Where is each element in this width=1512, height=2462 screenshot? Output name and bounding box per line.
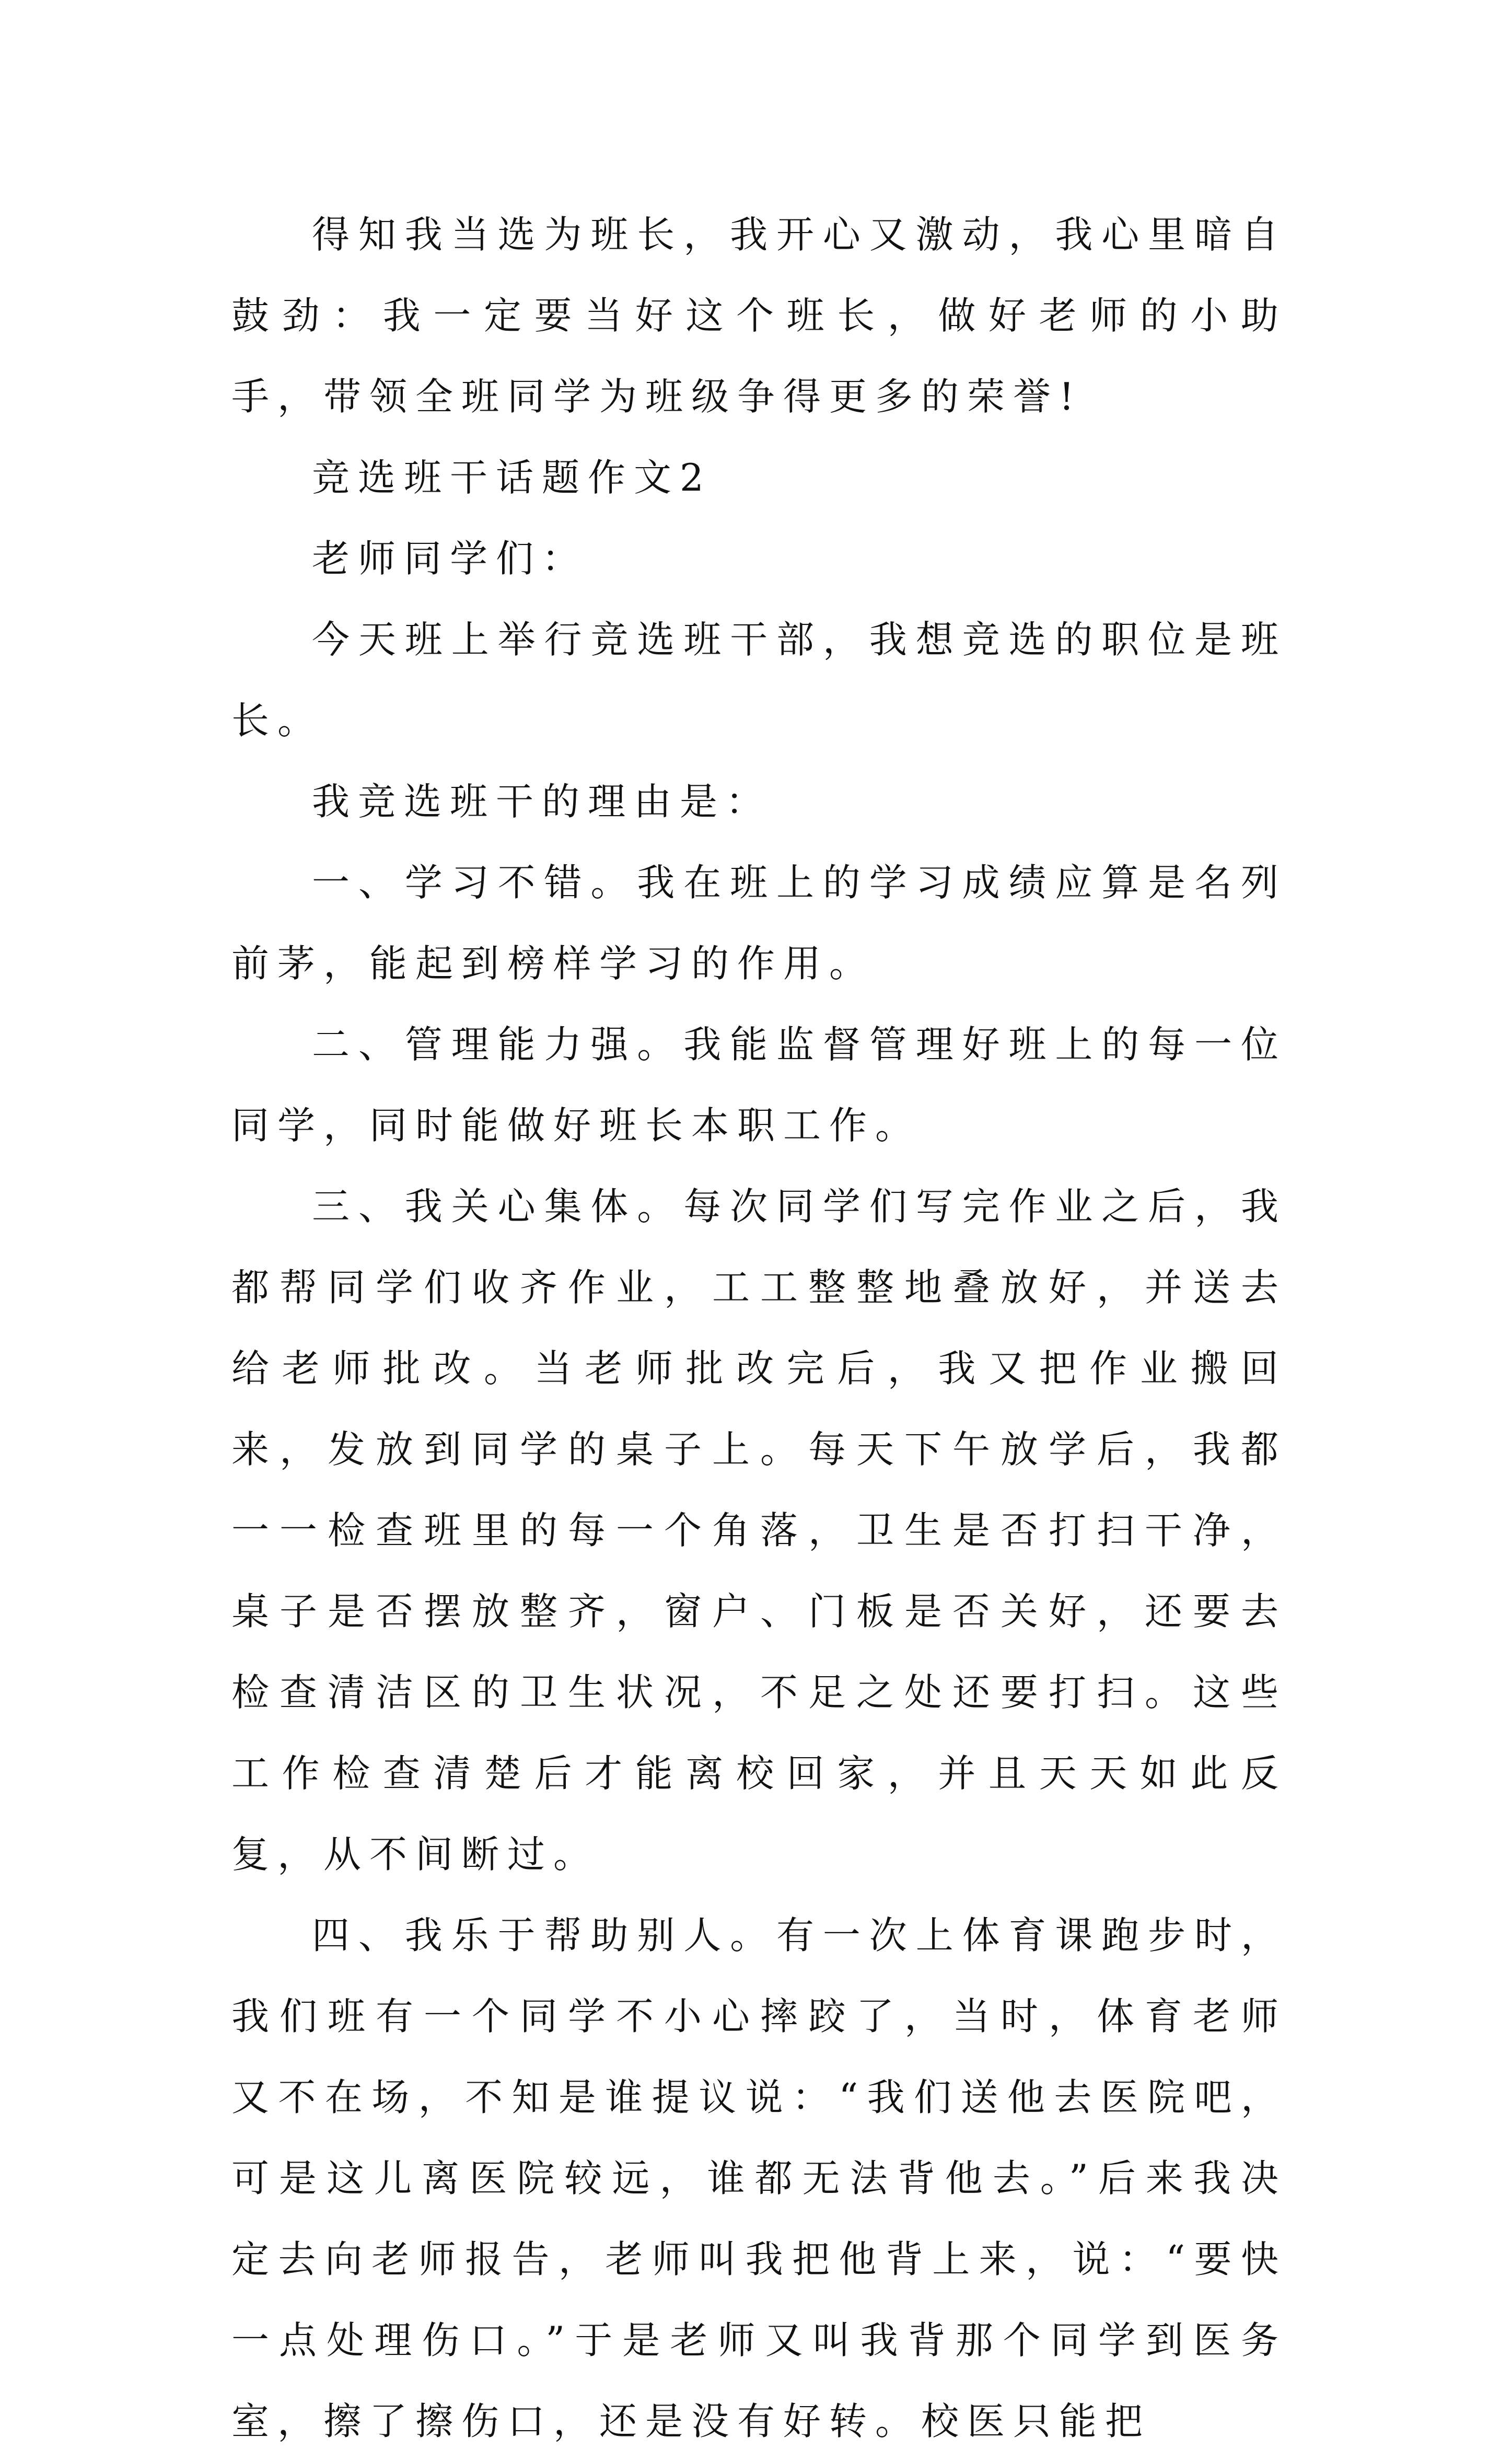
paragraph-1: 得知我当选为班长，我开心又激动，我心里暗自鼓劲：我一定要当好这个班长，做好老师的小助手，带领全班同学为班级争得更多的荣誉!: [231, 213, 1287, 419]
paragraph-reason-2: 二、管理能力强。我能监督管理好班上的每一位同学，同时能做好班长本职工作。: [231, 1023, 1287, 1147]
document-body: [231, 194, 1287, 2462]
section-heading: 竞选班干话题作文2: [312, 456, 712, 500]
paragraph-reason-1: 一、学习不错。我在班上的学习成绩应算是名列前茅，能起到榜样学习的作用。: [231, 861, 1287, 985]
paragraph-reasons-lead: 我竞选班干的理由是：: [312, 780, 772, 823]
paragraph-intro: 今天班上举行竞选班干部，我想竞选的职位是班长。: [231, 618, 1287, 742]
salutation: 老师同学们：: [312, 537, 588, 580]
paragraph-reason-3: 三、我关心集体。每次同学们写完作业之后，我都帮同学们收齐作业，工工整整地叠放好，并送去给老师批改。当老师批改完后，我又把作业搬回来，发放到同学的桌子上。每天下午放学后，我都一一检查班里的每一个角落，卫生是否打扫干净，桌子是否摆放整齐，窗户、门板是否关好，还要去检查清洁区的卫生状况，不足之处还要打扫。这些工作检查清楚后才能离校回家，并且天天如此反复，从不间断过。: [231, 1184, 1287, 1876]
paragraph-reason-4: 四、我乐于帮助别人。有一次上体育课跑步时，我们班有一个同学不小心摔跤了，当时，体育老师又不在场，不知是谁提议说：“我们送他去医院吧，可是这儿离医院较远，谁都无法背他去。”后来我决定去向老师报告，老师叫我把他背上来，说：“要快一点处理伤口。”于是老师又叫我背那个同学到医务室，擦了擦伤口，还是没有好转。校医只能把: [231, 1913, 1287, 2443]
